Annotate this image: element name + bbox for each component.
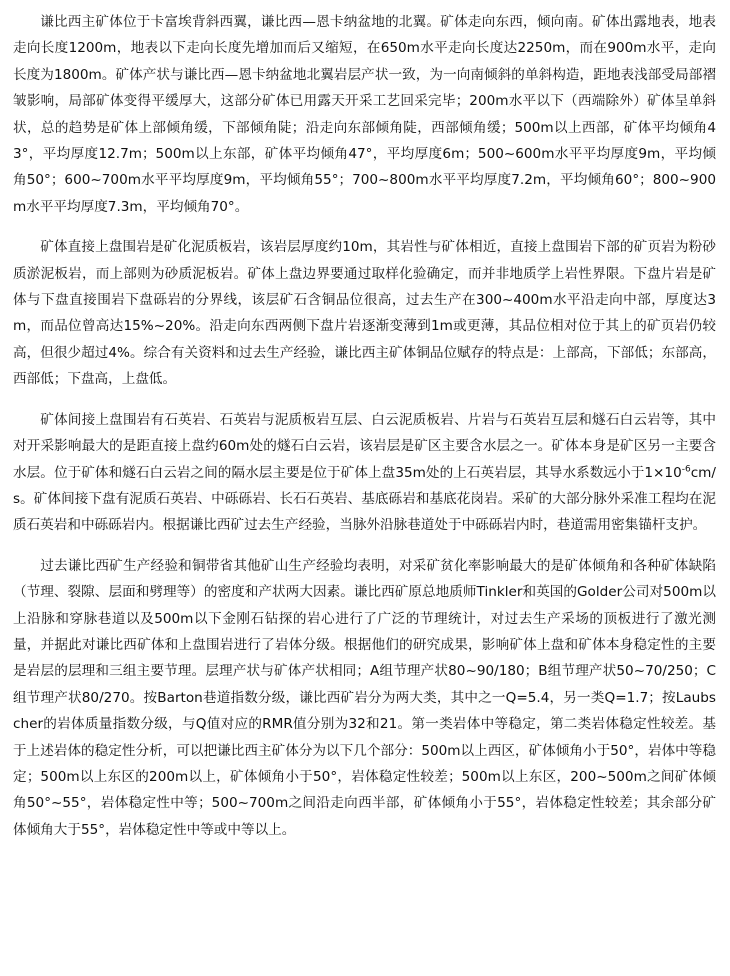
paragraph-ore-body-occurrence: 谦比西主矿体位于卡富埃背斜西翼，谦比西—恩卡纳盆地的北翼。矿体走向东西，倾向南。矿体出露地表，地表走向长度1200m，地表以下走向长度先增加而后又缩短，在650m水平走向长度达2250m，而在900m水平，走向长度为1800m。矿体产状与谦比西—恩卡纳盆地北翼岩层产状一致，为一向南倾斜的单斜构造，距地表浅部受局部褶皱影响，局部矿体变得平缓厚大，这部分矿体已用露天开采工艺回采完毕；200m水平以下（西端除外）矿体呈单斜状，总的趋势是矿体上部倾角缓，下部倾角陡；沿走向东部倾角陡，西部倾角缓；500m以上西部，矿体平均倾角43°，平均厚度12.7m；500m以上东部，矿体平均倾角47°，平均厚度6m；500~600m水平平均厚度9m，平均倾角50°；600~700m水平平均厚度9m，平均倾角55°；700~800m水平平均厚度7.2m，平均倾角60°；800~900m水平平均厚度7.3m，平均倾角70°。 (13, 14, 716, 215)
document-page (13, 9, 716, 843)
exponent: -6 (681, 463, 691, 474)
paragraph-hanging-wall-rock: 矿体直接上盘围岩是矿化泥质板岩，该岩层厚度约10m，其岩性与矿体相近，直接上盘围岩下部的矿页岩为粉砂质淤泥板岩，而上部则为砂质泥板岩。矿体上盘边界要通过取样化验确定，而并非地质学上岩性界限。下盘片岩是矿体与下盘直接围岩下盘砾岩的分界线，该层矿石含铜品位很高，过去生产在300~400m水平沿走向中部，厚度达3m，而品位曾高达15%~20%。沿走向东西两侧下盘片岩逐渐变薄到1m或更薄，其品位相对位于其上的矿页岩仍较高，但很少超过4%。综合有关资料和过去生产经验，谦比西主矿体铜品位赋存的特点是：上部高，下部低；东部高，西部低；下盘高，上盘低。 (13, 239, 716, 388)
paragraph-aquifer-footwall (13, 407, 716, 539)
paragraph-rock-mass-classification: 过去谦比西矿生产经验和铜带省其他矿山生产经验均表明，对采矿贫化率影响最大的是矿体倾角和各种矿体缺陷（节理、裂隙、层面和劈理等）的密度和产状两大因素。谦比西矿原总地质师Tinkler和英国的Golder公司对500m以上沿脉和穿脉巷道以及500m以下金刚石钻探的岩心进行了广泛的节理统计，对过去生产采场的顶板进行了激光测量，并据此对谦比西矿体和上盘围岩进行了岩体分级。根据他们的研究成果，影响矿体上盘和矿体本身稳定性的主要是岩层的层理和三组主要节理。层理产状与矿体产状相同；A组节理产状80~90/180；B组节理产状50~70/250；C组节理产状80/270。按Barton巷道指数分级，谦比西矿岩分为两大类，其中之一Q=5.4，另一类Q=1.7；按Laubscher的岩体质量指数分级，与Q值对应的RMR值分别为32和21。第一类岩体中等稳定，第二类岩体稳定性较差。基于上述岩体的稳定性分析，可以把谦比西主矿体分为以下几个部分：500m以上西区，矿体倾角小于50°，岩体中等稳定；500m以上东区的200m以上，矿体倾角小于50°，岩体稳定性较差；500m以上东区，200~500m之间矿体倾角50°~55°，岩体稳定性中等；500~700m之间沿走向西半部，矿体倾角小于55°，岩体稳定性较差；其余部分矿体倾角大于55°，岩体稳定性中等或中等以上。 (13, 557, 716, 838)
paragraph-text-part: cm/s。矿体间接下盘有泥质石英岩、中砾砾岩、长石石英岩、基底砾岩和基底花岗岩。采矿的大部分脉外采准工程均在泥质石英岩和中砾砾岩内。根据谦比西矿过去生产经验，当脉外沿脉巷道处于中砾砾岩内时，巷道需用密集锚杆支护。 (13, 464, 716, 534)
paragraph-text-part: 矿体间接上盘围岩有石英岩、石英岩与泥质板岩互层、白云泥质板岩、片岩与石英岩互层和燧石白云岩等，其中对开采影响最大的是距直接上盘约60m处的燧石白云岩，该岩层是矿区主要含水层之一。矿体本身是矿区另一主要含水层。位于矿体和燧石白云岩之间的隔水层主要是位于矿体上盘35m处的上石英岩层，其导水系数远小于1×10 (13, 411, 716, 481)
